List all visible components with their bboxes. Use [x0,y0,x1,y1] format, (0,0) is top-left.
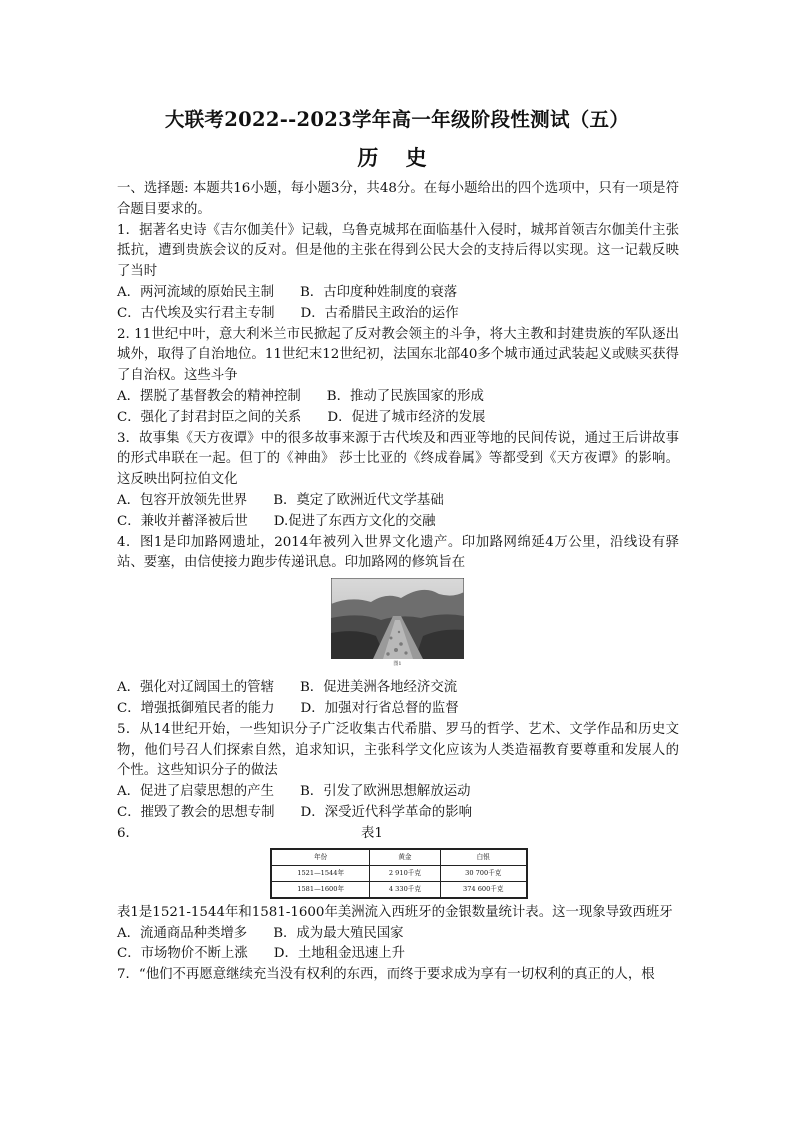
table-cell: 374 600千克 [440,881,527,898]
table-header-gold: 黄金 [370,849,440,866]
question-1-option-b[interactable]: B．古印度种姓制度的衰落 [299,284,458,300]
question-3-options-row1 [117,491,679,512]
question-2-option-b[interactable]: B．推动了民族国家的形成 [326,388,484,404]
question-5-option-d[interactable]: D．深受近代科学革命的影响 [300,804,472,820]
question-4-option-b[interactable]: B．促进美洲各地经济交流 [299,680,458,696]
question-2-option-d[interactable]: D．促进了城市经济的发展 [327,409,486,425]
question-6-option-c[interactable]: C．市场物价不断上涨 [117,946,248,962]
question-4-option-d[interactable]: D．加强对行省总督的监督 [300,700,459,716]
question-3-option-b[interactable]: B．奠定了欧洲近代文学基础 [273,492,444,508]
question-5-option-c[interactable]: C．摧毁了教会的思想专制 [117,804,275,820]
question-7-stem: 7．“他们不再愿意继续充当没有权利的东西，而终于要求成为享有一切权利的真正的人，根 [117,967,655,983]
question-5-option-a[interactable]: A．促进了启蒙思想的产生 [117,784,274,800]
question-3-stem: 3．故事集《天方夜谭》中的很多故事来源于古代埃及和西亚等地的民间传说，通过王后讲故事的形式串联在一起。但丁的《神曲》 莎士比亚的《终成眷属》等都受到《天方夜谭》的影响。这反映出阿拉伯文化 [117,430,679,488]
question-1-stem: 1．据著名史诗《吉尔伽美什》记载，乌鲁克城邦在面临基什入侵时，城邦首领吉尔伽美什主张抵抗，遭到贵族会议的反对。但是他的主张在得到公民大会的支持后得以实现。这一记载反映了当时 [117,222,679,280]
question-6-option-b[interactable]: B．成为最大殖民国家 [273,925,404,941]
question-5-options-row2 [117,803,679,824]
figure-1-wrap [117,578,679,678]
question-4-stem: 4．图1是印加路网遗址，2014年被列入世界文化遗产。印加路网绵延4万公里，沿线设有驿站、要塞，由信使接力跑步传递讯息。印加路网的修筑旨在 [117,534,679,571]
question-5-options-row1 [117,782,679,803]
question-1-option-c[interactable]: C．古代埃及实行君主专制 [117,305,275,321]
question-6-options-row1 [117,924,679,945]
question-1-option-d[interactable]: D．古希腊民主政治的运作 [300,305,459,321]
inca-road-image [331,578,464,659]
table-header-year: 年份 [271,849,370,866]
question-2-stem: 2. 11世纪中叶，意大利米兰市民掀起了反对教会领主的斗争，将大主教和封建贵族的军队逐出城外，取得了自治地位。11世纪末12世纪初，法国东北部40多个城市通过武装起义或赎买获得了自治权。这些斗争 [117,326,679,384]
question-6-header [117,824,679,846]
table-cell: 1581—1600年 [271,881,370,898]
question-2-options-row2 [117,408,679,429]
question-1-options-row1 [117,283,679,304]
question-4-option-c[interactable]: C．增强抵御殖民者的能力 [117,700,275,716]
question-6-options-row2 [117,944,679,965]
question-1-options-row2 [117,304,679,325]
question-5-stem: 5．从14世纪开始，一些知识分子广泛收集古代希腊、罗马的哲学、艺术、文学作品和历史文物，他们号召人们探索自然，追求知识，主张科学文化应该为人类造福教育要尊重和发展人的个性。这些知识分子的做法 [117,721,679,779]
question-5-option-b[interactable]: B．引发了欧洲思想解放运动 [299,784,471,800]
question-6-stem: 表1是1521-1544年和1581-1600年美洲流入西班牙的金银数量统计表。这一现象导致西班牙 [117,904,673,920]
table-cell: 4 330千克 [370,881,440,898]
question-4-option-a[interactable]: A．强化对辽阔国土的管辖 [117,680,274,696]
table-1-title: 表1 [361,826,383,842]
question-3-option-a[interactable]: A．包容开放领先世界 [117,492,248,508]
question-3-option-c[interactable]: C．兼收并蓄泽被后世 [117,513,248,529]
question-6-option-a[interactable]: A．流通商品种类增多 [117,925,248,941]
table-header-row [271,849,527,866]
question-1-option-a[interactable]: A．两河流域的原始民主制 [117,284,274,300]
figure-1-caption: 图1 [393,661,402,668]
table-cell: 1521—1544年 [271,865,370,881]
question-2-option-a[interactable]: A．摆脱了基督教会的精神控制 [117,388,301,404]
figure-1-inca-road-photo [331,578,464,668]
question-6-option-d[interactable]: D．土地租金迅速上升 [273,946,406,962]
question-3-option-d[interactable]: D.促进了东西方文化的交融 [273,513,436,529]
table-cell: 30 700千克 [440,865,527,881]
question-4-options-row2 [117,699,679,720]
exam-title: 大联考2022--2023学年高一年级阶段性测试（五） [164,108,630,131]
table-row [271,881,527,898]
question-4-options-row1 [117,678,679,699]
subject-title: 历 史 [357,145,437,170]
section-instructions: 一、选择题: 本题共16小题，每小题3分，共48分。在每小题给出的四个选项中，只有一项是符合题目要求的。 [117,181,679,217]
question-6-number: 6． [117,826,139,842]
question-2-option-c[interactable]: C．强化了封君封臣之间的关系 [117,409,302,425]
table-1-gold-silver [270,848,528,899]
exam-body [117,179,679,986]
table-cell: 2 910千克 [370,865,440,881]
table-header-silver: 白银 [440,849,527,866]
question-2-options-row1 [117,387,679,408]
question-3-options-row2 [117,512,679,533]
table-row [271,865,527,881]
